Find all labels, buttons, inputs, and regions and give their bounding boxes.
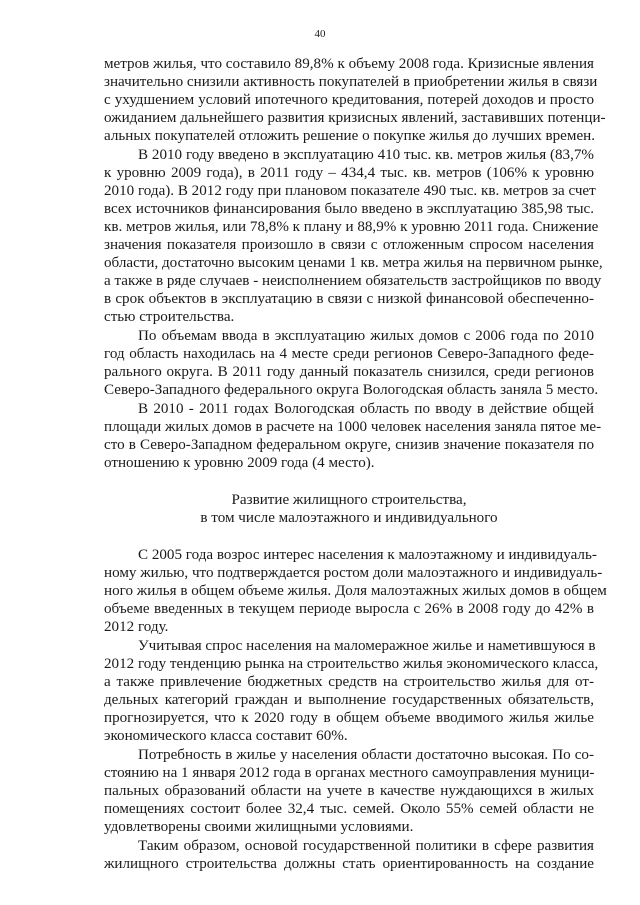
text-line: к уровню 2009 года), в 2011 году – 434,4 тыс. кв. метров (106% к уровню xyxy=(104,165,594,181)
text-line: а также привлечение бюджетных средств на строительство жилья для от- xyxy=(104,674,594,690)
text-line: стоянию на 1 января 2012 года в органах местного самоуправления муници- xyxy=(104,765,595,781)
text-line: С 2005 года возрос интерес населения к малоэтажному и индивидуаль- xyxy=(138,547,597,563)
text-line: дельных категорий граждан и выполнение государственных обязательств, xyxy=(104,692,594,708)
text-line: области, достаточно высоким ценами 1 кв. метра жилья на первичном рынке, xyxy=(104,255,603,271)
text-line: Учитывая спрос населения на маломеражное жилье и наметившуюся в xyxy=(138,638,596,654)
text-line: отношению к уровню 2009 года (4 место). xyxy=(104,455,375,471)
text-line: а также в ряде случаев - неисполнением обязательств застройщиков по вводу xyxy=(104,273,602,289)
page-number: 40 xyxy=(314,28,326,40)
text-line: Северо-Западного федерального округа Вологодская область заняла 5 место. xyxy=(104,382,599,398)
text-line: ожиданием дальнейшего развития кризисных явлений, заставивших потенци- xyxy=(104,110,606,126)
text-line: с ухудшением условий ипотечного кредитования, потерей доходов и просто xyxy=(104,92,594,108)
text-line: 2012 году тенденцию рынка на строительство жилья экономического класса, xyxy=(104,656,599,672)
text-line: По объемам ввода в эксплуатацию жилых домов с 2006 года по 2010 xyxy=(138,328,594,344)
text-line: удовлетворены своими жилищными условиями. xyxy=(104,819,414,835)
text-line: в срок объектов в эксплуатацию в связи с низкой финансовой обеспеченно- xyxy=(104,291,594,307)
text-line: площади жилых домов в расчете на 1000 человек населения заняла пятое ме- xyxy=(104,419,602,435)
text-line: стью строительства. xyxy=(104,309,235,325)
text-line: В 2010 году введено в эксплуатацию 410 тыс. кв. метров жилья (83,7% xyxy=(138,147,594,163)
text-line: пальных образований области на учете в качестве нуждающихся в жилых xyxy=(104,783,594,799)
text-line: прогнозируется, что к 2020 году в общем объеме вводимого жилья жилье xyxy=(104,710,594,726)
text-line: рального округа. В 2011 году данный показатель снизился, среди регионов xyxy=(104,364,594,380)
section-heading-line: в том числе малоэтажного и индивидуального xyxy=(200,510,498,526)
text-line: ному жилью, что подтверждается ростом доли малоэтажного и индивидуаль- xyxy=(104,565,603,581)
text-line: Потребность в жилье у населения области достаточно высокая. По со- xyxy=(138,747,594,763)
text-line: жилищного строительства должны стать ориентированность на создание xyxy=(104,856,594,872)
text-line: 2010 года). В 2012 году при плановом показателе 490 тыс. кв. метров за счет xyxy=(104,183,596,199)
text-line: ного жилья в общем объеме жилья. Доля малоэтажных жилых домов в общем xyxy=(104,583,607,599)
text-line: Таким образом, основой государственной политики в сфере развития xyxy=(138,838,594,854)
text-line: сто в Северо-Западном федеральном округе, снизив значение показателя по xyxy=(104,437,594,453)
text-line: В 2010 - 2011 годах Вологодская область по вводу в действие общей xyxy=(138,401,594,417)
text-line: значения показателя произошло в связи с отложенным спросом населения xyxy=(104,237,594,253)
text-line: год область находилась на 4 месте среди регионов Северо-Западного феде- xyxy=(104,346,594,362)
text-line: 2012 году. xyxy=(104,619,169,635)
section-heading-line: Развитие жилищного строительства, xyxy=(231,492,467,508)
text-line: помещениях состоит более 32,4 тыс. семей. Около 55% семей области не xyxy=(104,801,594,817)
text-line: кв. метров жилья, или 78,8% к плану и 88,9% к уровню 2011 года. Снижение xyxy=(104,219,599,235)
text-line: экономического класса составит 60%. xyxy=(104,728,348,744)
text-line: всех источников финансирования было введено в эксплуатацию 385,98 тыс. xyxy=(104,201,594,217)
text-line: альных покупателей отложить решение о покупке жилья до лучших времен. xyxy=(104,128,595,144)
text-line: объеме введенных в текущем периоде выросла с 26% в 2008 году до 42% в xyxy=(104,601,594,617)
text-line: значительно снизили активность покупателей в приобретении жилья в связи xyxy=(104,74,598,90)
text-line: метров жилья, что составило 89,8% к объему 2008 года. Кризисные явления xyxy=(104,56,594,72)
